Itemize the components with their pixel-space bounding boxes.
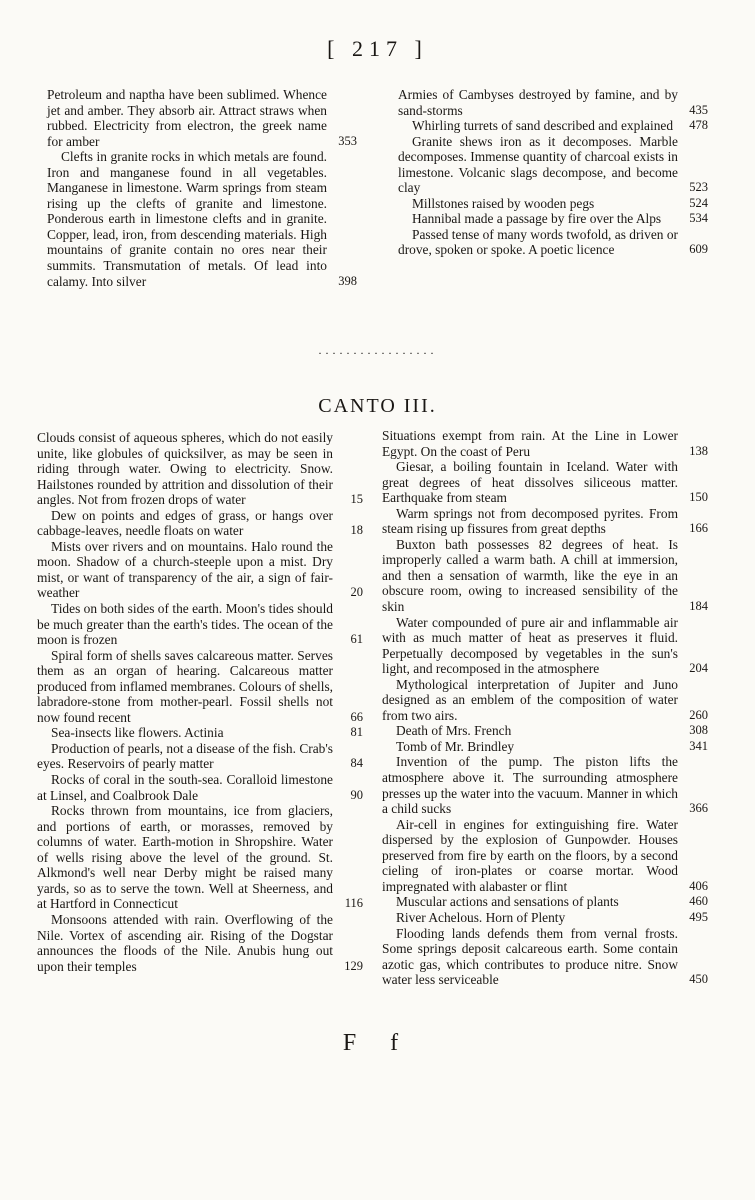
entry-text: Sea-insects like flowers. Actinia: [51, 725, 224, 741]
section-divider: ·················: [318, 346, 437, 360]
entry-text: Hannibal made a passage by fire over the Alps: [412, 211, 662, 227]
line-number: 84: [350, 756, 363, 771]
index-entry: [37, 725, 363, 741]
canto-title: CANTO III.: [318, 395, 437, 417]
entry-text: Muscular actions and sensations of plants: [396, 894, 619, 910]
index-entry: [47, 149, 357, 289]
index-entry: [398, 118, 708, 134]
line-number: 66: [350, 709, 363, 724]
index-entry: [382, 677, 708, 724]
line-number: 116: [344, 896, 363, 911]
index-entry: [398, 134, 708, 196]
index-entry: [382, 817, 708, 895]
line-number: 81: [350, 725, 363, 740]
line-number: 150: [689, 490, 708, 505]
index-entry: [398, 227, 708, 258]
entry-text: Warm springs not from decomposed pyrites. From steam rising up fissures from great depths: [382, 505, 678, 537]
entry-text: Clefts in granite rocks in which metals are found. Iron and manganese found in all vegetables. Manganese in limestone. Warm springs from steam rising up the clefts of granite and limestone. Ponderous earth in limestone clefts and in granite. Copper, lead, iron, from descending materials. High mountains of granite contain no ores near their summits. Transmutation of metals. Of lead into calamy. Into silver: [47, 149, 327, 289]
index-entry: [382, 506, 708, 537]
index-entry: [37, 430, 363, 508]
entry-text: Spiral form of shells saves calcareous matter. Serves them as an organ of hearing. Calcareous matter produced from inflamed membranes. Colours of shells, labradore-stone from mother-pearl. Fossil shells not now found recent: [37, 647, 334, 725]
line-number: 90: [350, 787, 363, 802]
entry-text: Death of Mrs. French: [396, 723, 512, 739]
entry-text: Situations exempt from rain. At the Line in Lower Egypt. On the coast of Peru: [382, 428, 678, 459]
line-number: 166: [689, 521, 708, 536]
line-number: 460: [689, 894, 708, 909]
line-number: 138: [689, 443, 708, 458]
line-number: 129: [344, 958, 363, 973]
index-entry: [47, 87, 357, 149]
line-number: 398: [338, 273, 357, 288]
entry-text: River Achelous. Horn of Plenty: [396, 909, 566, 925]
entry-text: Whirling turrets of sand described and explained: [412, 118, 674, 134]
entry-text: Invention of the pump. The piston lifts the atmosphere above it. The surrounding atmosphere presses up the water into the vacuum. Manner in which a child sucks: [382, 754, 678, 817]
index-entry: [398, 211, 708, 227]
line-number: 341: [689, 738, 708, 753]
line-number: 184: [689, 599, 708, 614]
index-entry: [398, 196, 708, 212]
entry-text: Air-cell in engines for extinguishing fire. Water dispersed by the explosion of Gunpowder. Houses preserved from fire by earth on the floors, by a second cieling of iron-plates or coarse mortar. Wood impregnated with alabaster or flint: [382, 816, 678, 894]
line-number: 353: [338, 133, 357, 148]
index-entry: [37, 803, 363, 912]
line-number: 61: [350, 632, 363, 647]
entry-text: Clouds consist of aqueous spheres, which do not easily unite, like globules of quicksilver, as may be seen in riding through water. Owing to electricity. Snow. Hailstones rounded by attrition and dissolution of their angles. Not from frozen drops of water: [37, 430, 333, 508]
signature-mark: F f: [342, 1030, 413, 1056]
top-right-column: [398, 87, 708, 258]
entry-text: Giesar, a boiling fountain in Iceland. Water with great degrees of heat dissolves siliceous matter. Earthquake from steam: [382, 459, 678, 506]
line-number: 609: [689, 242, 708, 257]
entry-text: Buxton bath possesses 82 degrees of heat. Is improperly called a warm bath. A chill at immersion, and then a sensation of warmth, like the eye in an obscure room, owing to increased sensibility of the skin: [382, 536, 678, 615]
index-entry: [37, 772, 363, 803]
entry-text: Tides on both sides of the earth. Moon's tides should be much greater than the earth's tides. The ocean of the moon is frozen: [37, 601, 333, 648]
entry-text: Millstones raised by wooden pegs: [412, 195, 595, 211]
entry-text: Passed tense of many words twofold, as driven or drove, spoken or spoke. A poetic licence: [398, 226, 678, 258]
bottom-left-column: [37, 430, 363, 974]
entry-text: Monsoons attended with rain. Overflowing of the Nile. Vortex of ascending air. Rising of the Dogstar announces the floods of the Nile. Anubis hung out upon their temples: [37, 911, 333, 974]
entry-text: Armies of Cambyses destroyed by famine, and by sand-storms: [398, 87, 678, 118]
index-entry: [382, 723, 708, 739]
index-entry: [382, 894, 708, 910]
line-number: 308: [689, 723, 708, 738]
index-entry: [382, 910, 708, 926]
entry-text: Rocks thrown from mountains, ice from glaciers, and portions of earth, or morasses, removed by columns of water. Earth-motion in Shropshire. Water of wells rising above the level of the ground. St. Alkmond's well near Derby might be raised many yards, so as to serve the town. Well at Sheerness, and at Hartford in Connecticut: [37, 803, 333, 912]
entry-text: Mythological interpretation of Jupiter and Juno designed as an emblem of the composition of water from two airs.: [382, 676, 678, 723]
index-entry: [398, 87, 708, 118]
index-entry: [382, 428, 708, 459]
index-entry: [37, 741, 363, 772]
line-number: 260: [689, 707, 708, 722]
entry-text: Water compounded of pure air and inflammable air with as much matter of heat as preserves it fluid. Perpetually decomposed by vegetables in the sun's light, and recomposed in the atmosphere: [382, 614, 678, 677]
entry-text: Petroleum and naptha have been sublimed. Whence jet and amber. They absorb air. Attract straws when rubbed. Electricity from electron, the greek name for amber: [47, 87, 327, 149]
index-entry: [382, 739, 708, 755]
entry-text: Dew on points and edges of grass, or hangs over cabbage-leaves, needle floats on water: [37, 507, 333, 539]
index-entry: [382, 926, 708, 988]
line-number: 366: [689, 801, 708, 816]
index-entry: [382, 615, 708, 677]
line-number: 523: [689, 180, 708, 195]
entry-text: Flooding lands defends them from vernal frosts. Some springs deposit calcareous earth. Some contain azotic gas, which contributes to produce nitre. Snow water less serviceable: [382, 925, 678, 988]
entry-text: Rocks of coral in the south-sea. Coralloid limestone at Linsel, and Coalbrook Dale: [37, 772, 333, 803]
line-number: 18: [350, 523, 363, 538]
entry-text: Production of pearls, not a disease of the fish. Crab's eyes. Reservoirs of pearly matter: [37, 740, 333, 772]
index-entry: [37, 601, 363, 648]
index-entry: [37, 539, 363, 601]
line-number: 495: [689, 909, 708, 924]
index-entry: [37, 508, 363, 539]
line-number: 204: [689, 661, 708, 676]
entry-text: Granite shews iron as it decomposes. Marble decomposes. Immense quantity of charcoal exists in limestone. Volcanic slags decompose, and become clay: [398, 133, 678, 196]
entry-text: Mists over rivers and on mountains. Halo round the moon. Shadow of a church-steeple upon a mist. Dry mist, or want of transparency of the air, a sign of fair-weather: [37, 538, 333, 601]
bottom-right-column: [382, 428, 708, 988]
line-number: 450: [689, 972, 708, 987]
line-number: 534: [689, 211, 708, 226]
index-entry: [37, 648, 363, 726]
line-number: 478: [689, 118, 708, 133]
line-number: 435: [689, 102, 708, 117]
index-entry: [382, 537, 708, 615]
line-number: 15: [350, 492, 363, 507]
line-number: 524: [689, 195, 708, 210]
index-entry: [382, 459, 708, 506]
entry-text: Tomb of Mr. Brindley: [396, 738, 515, 754]
index-entry: [382, 754, 708, 816]
top-left-column: [47, 87, 357, 289]
line-number: 20: [350, 585, 363, 600]
line-number: 406: [689, 878, 708, 893]
index-entry: [37, 912, 363, 974]
page-number: [ 217 ]: [327, 36, 428, 61]
